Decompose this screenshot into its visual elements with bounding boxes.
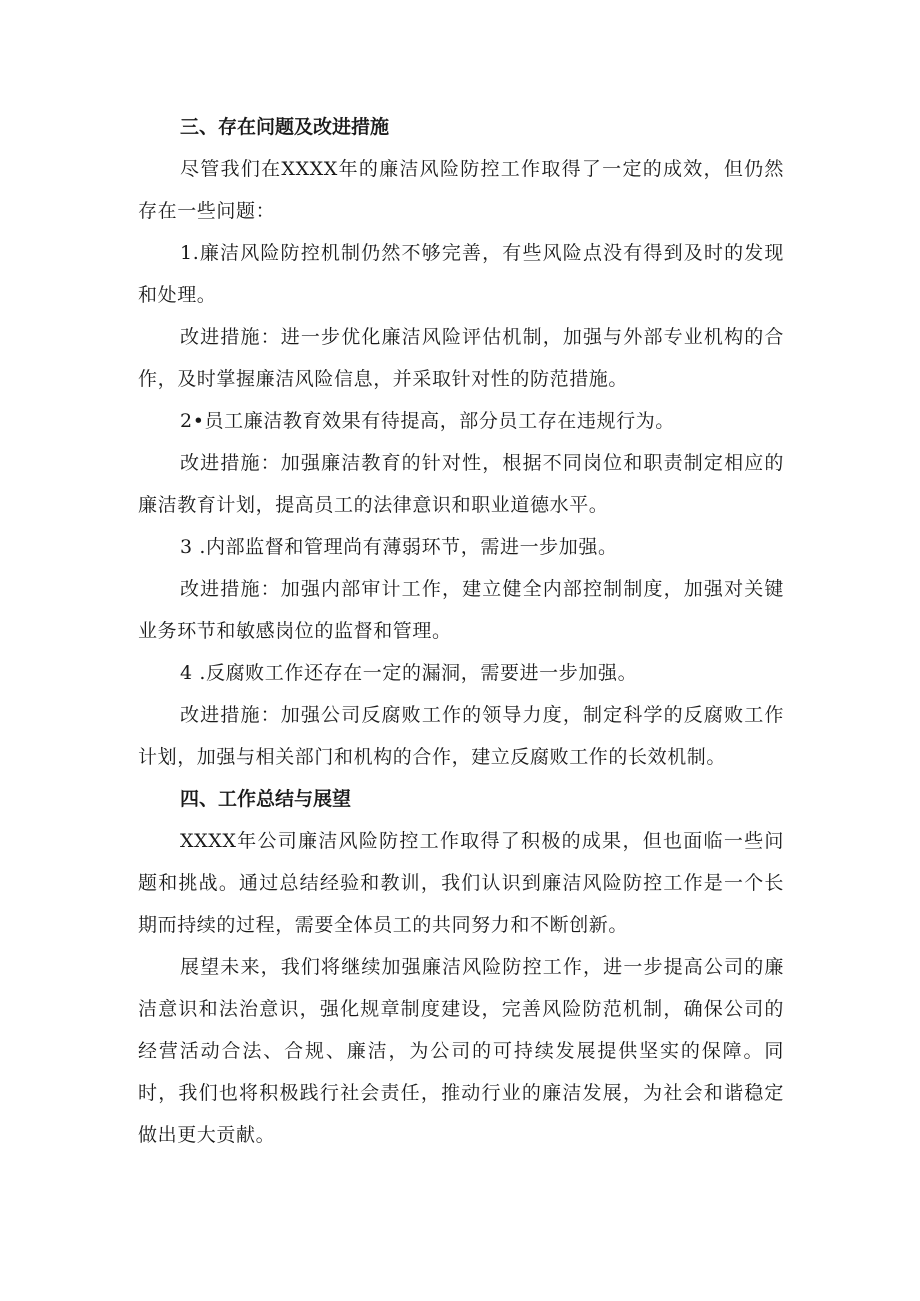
section-heading-problems: 三、存在问题及改进措施 xyxy=(180,116,390,138)
paragraph-measure-4: 改进措施：加强公司反腐败工作的领导力度，制定科学的反腐败工作计划，加强与相关部门和机构的合作，建立反腐败工作的长效机制。 xyxy=(138,704,784,768)
paragraph-issue-4: 4 .反腐败工作还存在一定的漏洞，需要进一步加强。 xyxy=(180,662,638,684)
paragraph-measure-1: 改进措施：进一步优化廉洁风险评估机制，加强与外部专业机构的合作，及时掌握廉洁风险信息，并采取针对性的防范措施。 xyxy=(138,326,784,390)
paragraph-issue-2: 2•员工廉洁教育效果有待提高，部分员工存在违规行为。 xyxy=(180,410,675,432)
paragraph-measure-3: 改进措施：加强内部审计工作，建立健全内部控制制度，加强对关键业务环节和敏感岗位的监督和管理。 xyxy=(138,578,784,642)
paragraph-issue-1: 1.廉洁风险防控机制仍然不够完善，有些风险点没有得到及时的发现和处理。 xyxy=(138,242,784,306)
document-body xyxy=(138,106,784,1156)
paragraph-measure-2: 改进措施：加强廉洁教育的针对性，根据不同岗位和职责制定相应的廉洁教育计划，提高员工的法律意识和职业道德水平。 xyxy=(138,452,784,516)
paragraph-issue-3: 3 .内部监督和管理尚有薄弱环节，需进一步加强。 xyxy=(180,536,618,558)
paragraph-summary: XXXX年公司廉洁风险防控工作取得了积极的成果，但也面临一些问题和挑战。通过总结经验和教训，我们认识到廉洁风险防控工作是一个长期而持续的过程，需要全体员工的共同努力和不断创新。 xyxy=(138,830,784,936)
paragraph-outlook: 展望未来，我们将继续加强廉洁风险防控工作，进一步提高公司的廉洁意识和法治意识，强化规章制度建设，完善风险防范机制，确保公司的经营活动合法、合规、廉洁，为公司的可持续发展提供坚实的保障。同时，我们也将积极践行社会责任，推动行业的廉洁发展，为社会和谐稳定做出更大贡献。 xyxy=(138,956,784,1146)
section-heading-summary: 四、工作总结与展望 xyxy=(180,788,352,810)
paragraph-intro: 尽管我们在XXXX年的廉洁风险防控工作取得了一定的成效，但仍然存在一些问题： xyxy=(138,158,784,222)
